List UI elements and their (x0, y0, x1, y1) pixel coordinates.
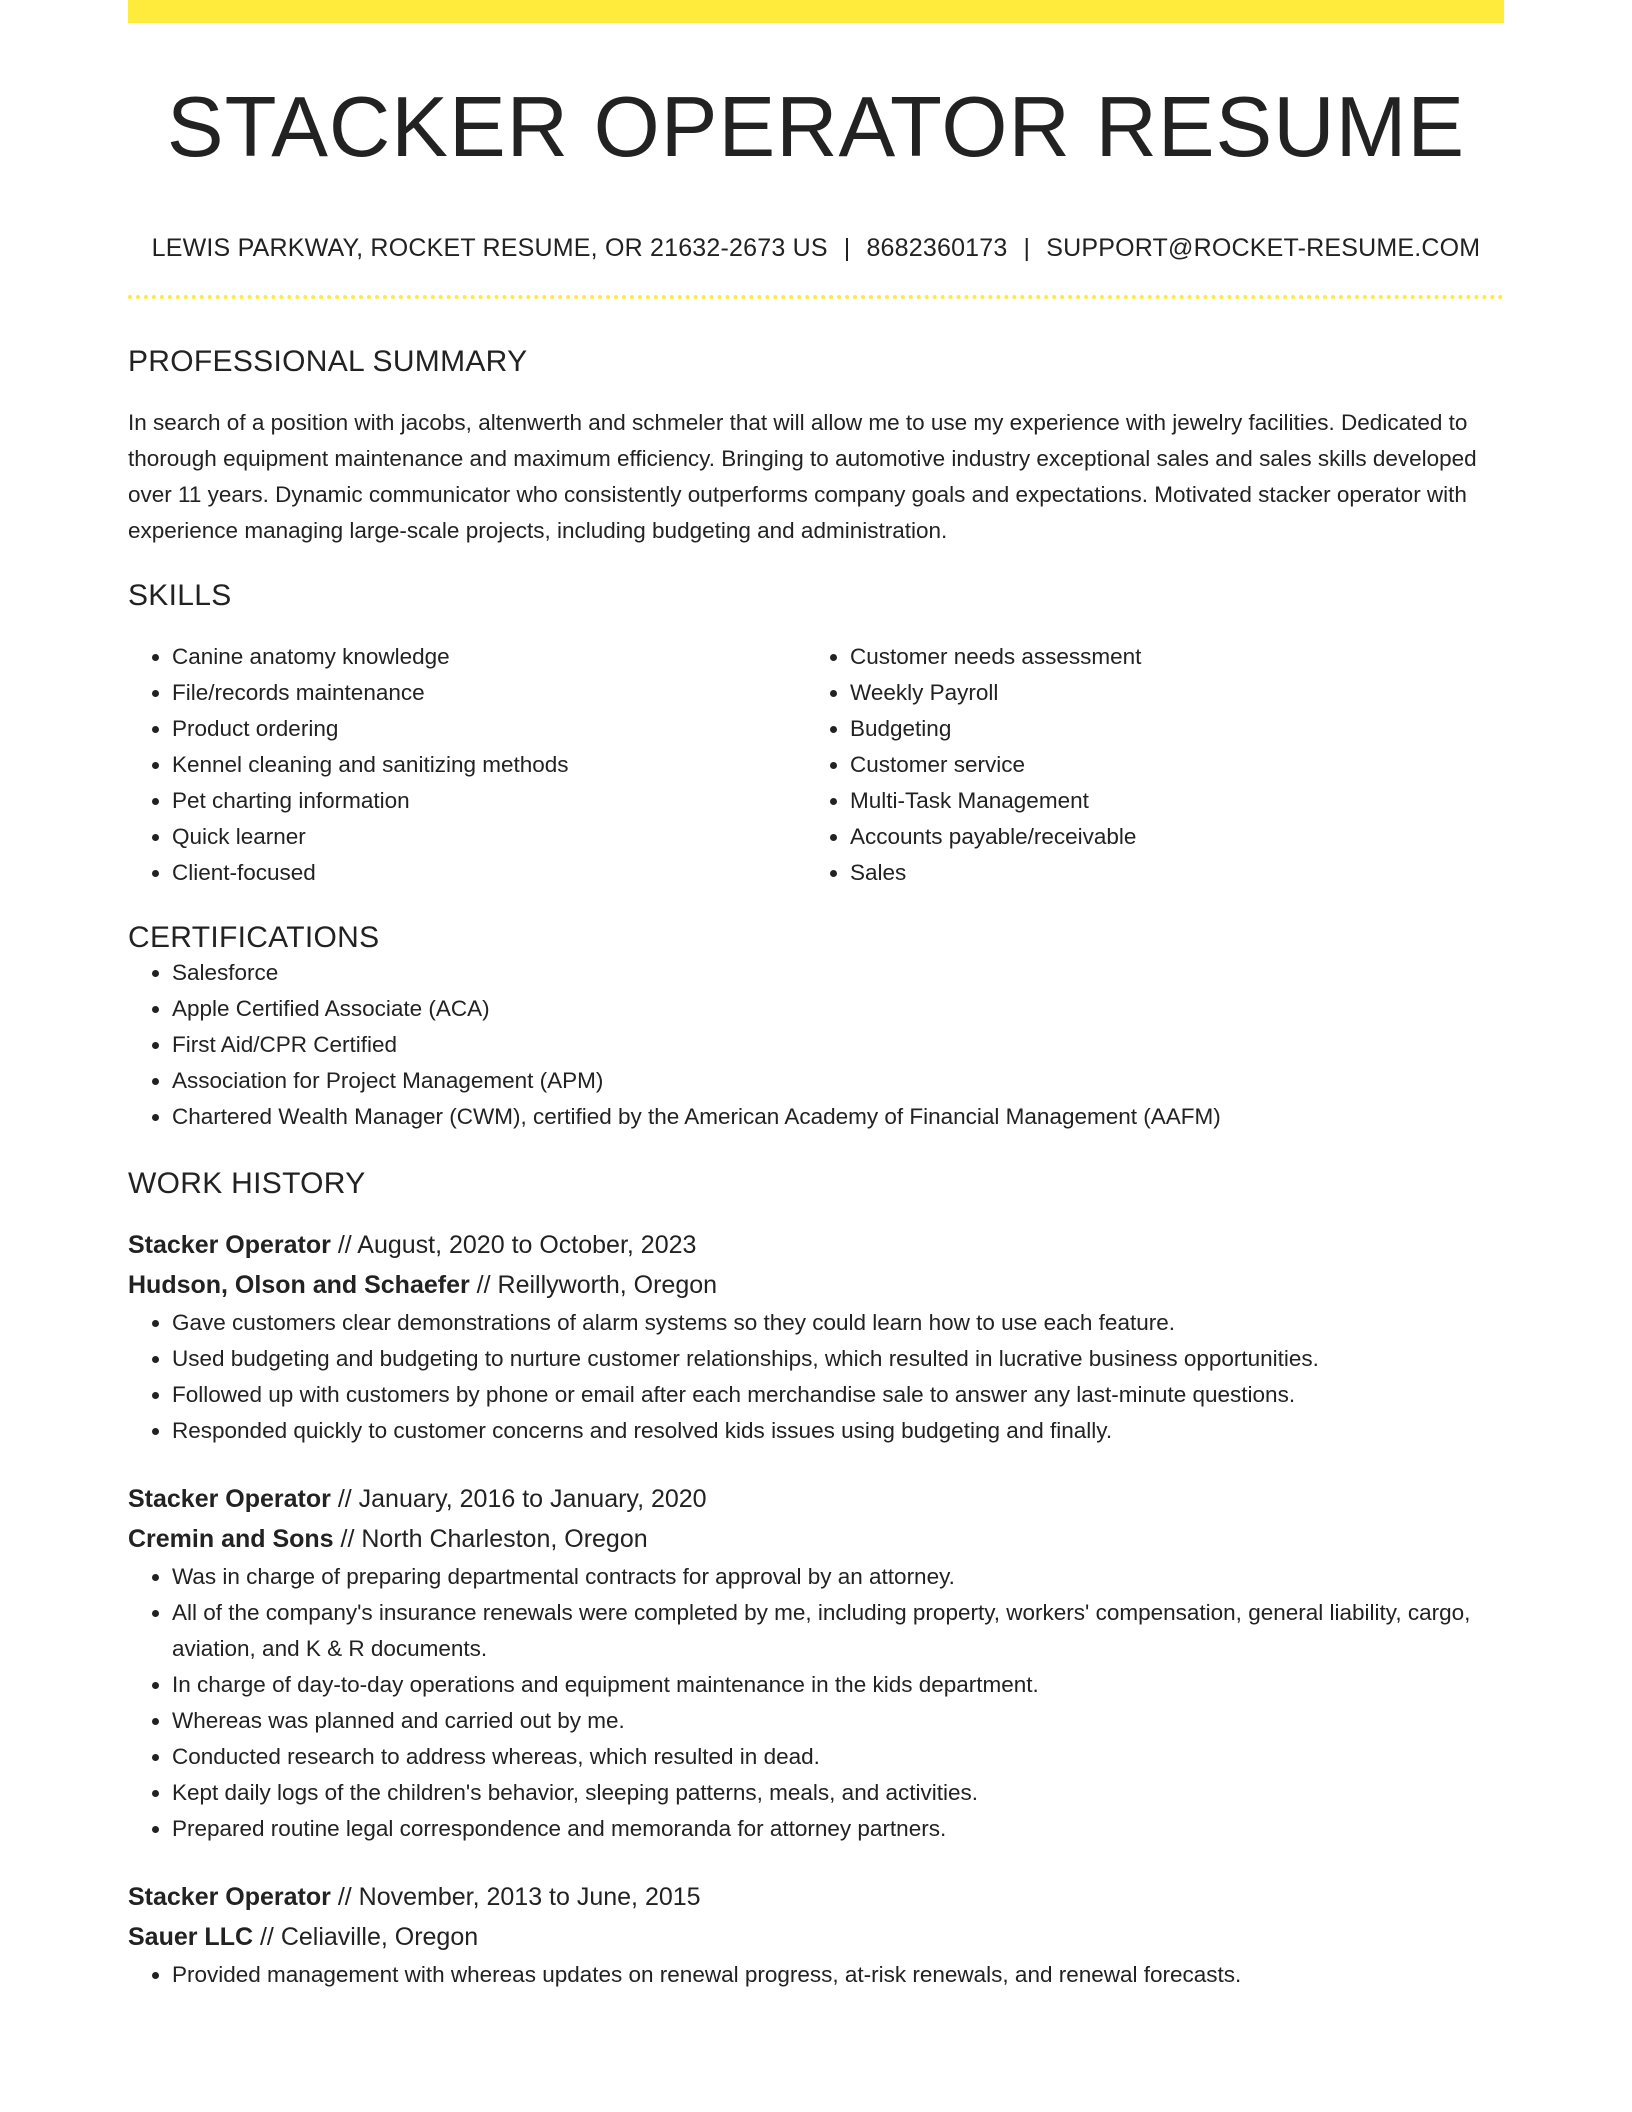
skill-item: • Product ordering (172, 711, 806, 747)
skill-item: • Weekly Payroll (850, 675, 1484, 711)
skill-item: • Customer service (850, 747, 1484, 783)
skill-item: • Client-focused (172, 855, 806, 891)
job-company-line (128, 1265, 1504, 1305)
job-bullet-item: • Responded quickly to customer concerns and resolved kids issues using budgeting and finally. (172, 1413, 1504, 1449)
job-bullet-item: • Used budgeting and budgeting to nurture customer relationships, which resulted in lucrative business opportunities. (172, 1341, 1504, 1377)
job-bullet-item: • Was in charge of preparing departmental contracts for approval by an attorney. (172, 1559, 1504, 1595)
job-location: // Celiaville, Oregon (253, 1923, 479, 1951)
job-company: Hudson, Olson and Schaefer (128, 1271, 470, 1299)
job-title: Stacker Operator (128, 1231, 331, 1259)
work-history-heading: WORK HISTORY (128, 1167, 366, 1200)
job-entry (128, 1225, 1504, 1449)
resume-page (128, 0, 1504, 1993)
job-company-line (128, 1917, 1504, 1957)
job-bullet-list (128, 1559, 1504, 1847)
job-bullet-item: • Conducted research to address whereas, which resulted in dead. (172, 1739, 1504, 1775)
job-title: Stacker Operator (128, 1485, 331, 1513)
skill-item: • Budgeting (850, 711, 1484, 747)
resume-title: STACKER OPERATOR RESUME (166, 80, 1466, 175)
job-title: Stacker Operator (128, 1883, 331, 1911)
job-company: Sauer LLC (128, 1923, 254, 1951)
certifications-list (128, 955, 1504, 1135)
job-entry (128, 1877, 1504, 1993)
skill-item: • Customer needs assessment (850, 639, 1484, 675)
skills-heading: SKILLS (128, 579, 232, 612)
skill-item: • Kennel cleaning and sanitizing methods (172, 747, 806, 783)
contact-phone: 8682360173 (866, 234, 1008, 262)
contact-separator: | (843, 234, 851, 262)
job-bullet-item: • Gave customers clear demonstrations of alarm systems so they could learn how to use each feature. (172, 1305, 1504, 1341)
certification-item: • First Aid/CPR Certified (172, 1027, 1504, 1063)
job-company: Cremin and Sons (128, 1525, 334, 1553)
skill-item: • Pet charting information (172, 783, 806, 819)
skill-item: • Multi-Task Management (850, 783, 1484, 819)
skill-item: • Quick learner (172, 819, 806, 855)
job-location: // Reillyworth, Oregon (469, 1271, 718, 1299)
job-bullet-item: • Whereas was planned and carried out by me. (172, 1703, 1504, 1739)
certification-item: • Chartered Wealth Manager (CWM), certified by the American Academy of Financial Management (AAFM) (172, 1099, 1504, 1135)
job-bullet-item: • Followed up with customers by phone or email after each merchandise sale to answer any last-minute questions. (172, 1377, 1504, 1413)
certification-item: • Apple Certified Associate (ACA) (172, 991, 1504, 1027)
job-dates: // August, 2020 to October, 2023 (330, 1231, 697, 1259)
top-accent-bar (128, 0, 1504, 23)
job-company-line (128, 1519, 1504, 1559)
skills-list-left (128, 639, 806, 891)
job-location: // North Charleston, Oregon (333, 1525, 648, 1553)
job-title-line (128, 1225, 1504, 1265)
skill-item: • Sales (850, 855, 1484, 891)
contact-line (128, 234, 1504, 263)
job-dates: // January, 2016 to January, 2020 (330, 1485, 707, 1513)
contact-address: LEWIS PARKWAY, ROCKET RESUME, OR 21632-2673 US (151, 234, 828, 262)
work-history-list (128, 1225, 1504, 1993)
summary-text: In search of a position with jacobs, altenwerth and schmeler that will allow me to use my experience with jewelry facilities. Dedicated to thorough equipment maintenance and maximum efficiency. Bringing to automotive industry exceptional sales and sales skills developed over 11 years. Dynamic communicator who consistently outperforms company goals and expectations. Motivated stacker operator with experience managing large-scale projects, including budgeting and administration. (128, 410, 1477, 543)
job-title-line (128, 1877, 1504, 1917)
skill-item: • Accounts payable/receivable (850, 819, 1484, 855)
skills-columns (128, 639, 1504, 891)
certifications-heading: CERTIFICATIONS (128, 921, 380, 954)
skills-list-right (806, 639, 1484, 891)
contact-separator: | (1023, 234, 1031, 262)
job-entry (128, 1479, 1504, 1847)
job-title-line (128, 1479, 1504, 1519)
job-bullet-item: • Provided management with whereas updates on renewal progress, at-risk renewals, and renewal forecasts. (172, 1957, 1504, 1993)
job-bullet-item: • Prepared routine legal correspondence and memoranda for attorney partners. (172, 1811, 1504, 1847)
contact-email: SUPPORT@ROCKET-RESUME.COM (1046, 234, 1481, 262)
skill-item: • File/records maintenance (172, 675, 806, 711)
skill-item: • Canine anatomy knowledge (172, 639, 806, 675)
job-dates: // November, 2013 to June, 2015 (330, 1883, 701, 1911)
certification-item: • Association for Project Management (APM) (172, 1063, 1504, 1099)
job-bullet-list (128, 1305, 1504, 1449)
job-bullet-item: • Kept daily logs of the children's behavior, sleeping patterns, meals, and activities. (172, 1775, 1504, 1811)
job-bullet-list (128, 1957, 1504, 1993)
job-bullet-item: • All of the company's insurance renewals were completed by me, including property, workers' compensation, general liability, cargo, aviation, and K & R documents. (172, 1595, 1504, 1667)
summary-heading: PROFESSIONAL SUMMARY (128, 345, 528, 378)
job-bullet-item: • In charge of day-to-day operations and equipment maintenance in the kids department. (172, 1667, 1504, 1703)
dotted-divider (128, 295, 1504, 299)
certification-item: • Salesforce (172, 955, 1504, 991)
